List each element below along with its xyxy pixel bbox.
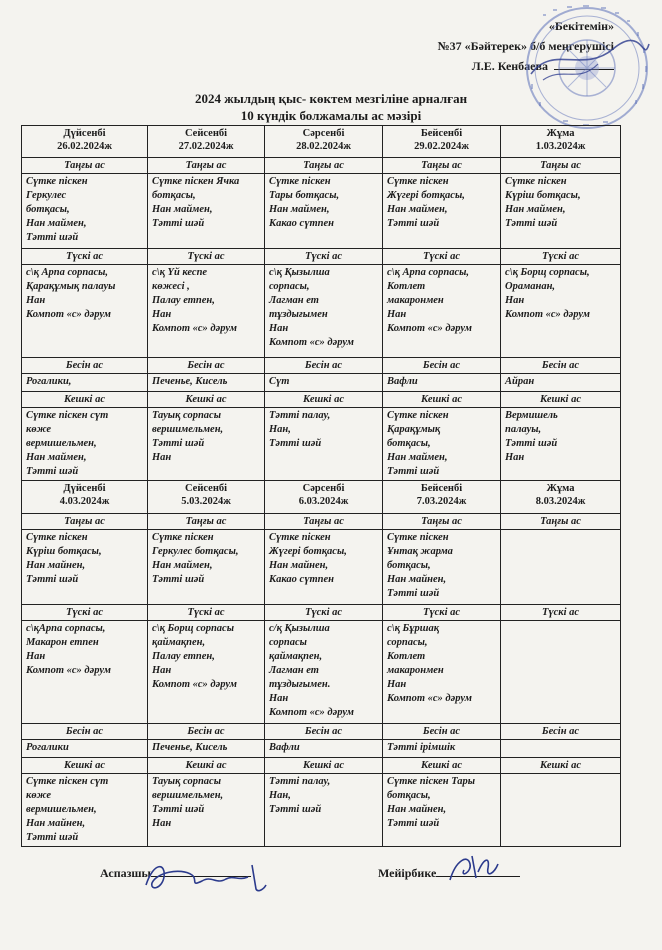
- lunch-label: Түскі ас: [148, 605, 265, 621]
- dinner-label: Кешкі ас: [148, 758, 265, 774]
- snack-dish: Печенье, Кисель: [148, 740, 265, 758]
- cook-label: Аспазшы: [100, 866, 151, 880]
- meal-label-row: [22, 249, 621, 265]
- snack-label: Бесін ас: [148, 358, 265, 374]
- dinner-label: Кешкі ас: [501, 758, 621, 774]
- snack-label: Бесін ас: [383, 358, 501, 374]
- snack-label: Бесін ас: [265, 724, 383, 740]
- lunch-label: Түскі ас: [265, 605, 383, 621]
- menu-table-week2: [21, 480, 621, 847]
- breakfast-label: Таңғы ас: [383, 514, 501, 530]
- breakfast-label: Таңғы ас: [148, 514, 265, 530]
- day-header: [148, 481, 265, 514]
- breakfast-label: Таңғы ас: [22, 514, 148, 530]
- day-name: Сейсенбі: [184, 128, 228, 139]
- day-header: [501, 481, 621, 514]
- lunch-label: Түскі ас: [265, 249, 383, 265]
- lunch-dish: с\қ Арпа сорпасы, Котлет макаронмен Нан Компот «с» дәрум: [383, 265, 501, 358]
- day-header: [501, 126, 621, 158]
- lunch-dish: с\қ Борщ сорпасы, Ораманан, Нан Компот «с» дәрум: [501, 265, 621, 358]
- lunch-label: Түскі ас: [22, 605, 148, 621]
- dinner-dish: Тәтті палау, Нан, Тәтті шәй: [265, 408, 383, 481]
- day-header: [148, 126, 265, 158]
- dinner-label: Кешкі ас: [501, 392, 621, 408]
- snack-label: Бесін ас: [22, 724, 148, 740]
- menu-table-week1: [21, 125, 621, 481]
- snack-row: [22, 740, 621, 758]
- lunch-dish: с\қ Қызылша сорпасы, Лагман ет тұздығымен Нан Компот «с» дәрум: [265, 265, 383, 358]
- dinner-dish: [501, 774, 621, 847]
- meal-label-row: [22, 605, 621, 621]
- day-header: [383, 126, 501, 158]
- lunch-dish: с\қ Бұршақ сорпасы, Котлет макаронмен Нан Компот «с» дәрум: [383, 621, 501, 724]
- day-header: [265, 126, 383, 158]
- meal-label-row: [22, 724, 621, 740]
- nurse-signature-icon: [446, 850, 502, 884]
- breakfast-dish: Сүтке піскен Жүгері ботқасы, Нан майнен, Какао сүтпен: [265, 530, 383, 605]
- day-name: Сейсенбі: [184, 483, 228, 494]
- meal-label-row: [22, 358, 621, 374]
- day-date: 7.03.2024ж: [416, 496, 467, 507]
- day-header: [22, 126, 148, 158]
- lunch-label: Түскі ас: [383, 605, 501, 621]
- dinner-dish: Тәтті палау, Нан, Тәтті шәй: [265, 774, 383, 847]
- day-date: 6.03.2024ж: [298, 496, 349, 507]
- lunch-dish: с/қ Қызылша сорпасы қаймақпен, Лагман ет тұздығымен. Нан Компот «с» дәрум: [265, 621, 383, 724]
- dinner-dish: Сүтке піскен сүт көже вермишельмен, Нан майнен, Тәтті шәй: [22, 774, 148, 847]
- day-header: [383, 481, 501, 514]
- meal-label-row: [22, 158, 621, 174]
- breakfast-dish: Сүтке піскен Геркулес ботқасы, Нан маймен, Тәтті шәй: [148, 530, 265, 605]
- dinner-dish: Вермишель палауы, Тәтті шәй Нан: [501, 408, 621, 481]
- snack-dish: [501, 740, 621, 758]
- day-header-row: [22, 126, 621, 158]
- dinner-dish: Сүтке піскен сүт көже вермишельмен, Нан маймен, Тәтті шәй: [22, 408, 148, 481]
- breakfast-label: Таңғы ас: [265, 158, 383, 174]
- dinner-label: Кешкі ас: [22, 392, 148, 408]
- meal-label-row: [22, 392, 621, 408]
- day-name: Жұма: [546, 483, 575, 494]
- lunch-label: Түскі ас: [383, 249, 501, 265]
- dinner-label: Кешкі ас: [265, 392, 383, 408]
- lunch-row: [22, 265, 621, 358]
- dinner-dish: Тауық сорпасы вершимельмен, Тәтті шәй Нан: [148, 408, 265, 481]
- day-date: 29.02.2024ж: [414, 141, 469, 152]
- breakfast-row: [22, 174, 621, 249]
- lunch-row: [22, 621, 621, 724]
- meal-label-row: [22, 514, 621, 530]
- snack-dish: Рогалики: [22, 740, 148, 758]
- dinner-row: [22, 408, 621, 481]
- breakfast-dish: Сүтке піскен Жүгері ботқасы, Нан маймен, Тәтті шәй: [383, 174, 501, 249]
- snack-label: Бесін ас: [22, 358, 148, 374]
- dinner-dish: Сүтке піскен Қарақұмық ботқасы, Нан маймен, Тәтті шәй: [383, 408, 501, 481]
- lunch-label: Түскі ас: [148, 249, 265, 265]
- day-name: Жұма: [546, 128, 575, 139]
- snack-label: Бесін ас: [383, 724, 501, 740]
- day-name: Бейсенбі: [420, 483, 463, 494]
- lunch-label: Түскі ас: [501, 605, 621, 621]
- dinner-dish: Сүтке піскен Тары ботқасы, Нан майнен, Тәтті шәй: [383, 774, 501, 847]
- day-header: [265, 481, 383, 514]
- meal-label-row: [22, 758, 621, 774]
- approval-heading: «Бекітемін»: [548, 19, 614, 33]
- breakfast-dish: Сүтке піскен Геркулес ботқасы, Нан маймен, Тәтті шәй: [22, 174, 148, 249]
- approval-name: Л.Е. Кенбаева: [471, 59, 548, 73]
- lunch-label: Түскі ас: [501, 249, 621, 265]
- breakfast-dish: [501, 530, 621, 605]
- snack-dish: Печенье, Кисель: [148, 374, 265, 392]
- dinner-label: Кешкі ас: [383, 758, 501, 774]
- breakfast-row: [22, 530, 621, 605]
- day-date: 4.03.2024ж: [59, 496, 110, 507]
- breakfast-dish: Сүтке піскен Күріш ботқасы, Нан маймен, Тәтті шәй: [501, 174, 621, 249]
- snack-row: [22, 374, 621, 392]
- nurse-label: Мейірбике: [378, 866, 437, 880]
- menu-subtitle: 10 күндік болжамалы ас мәзірі: [240, 108, 422, 123]
- breakfast-dish: Сүтке піскен Тары ботқасы, Нан маймен, Какао сүтпен: [265, 174, 383, 249]
- approval-position: №37 «Бәйтерек» б/б меңгерушісі: [437, 39, 614, 53]
- dinner-row: [22, 774, 621, 847]
- day-date: 5.03.2024ж: [181, 496, 231, 507]
- day-date: 27.02.2024ж: [178, 141, 234, 152]
- breakfast-label: Таңғы ас: [383, 158, 501, 174]
- snack-label: Бесін ас: [501, 724, 621, 740]
- snack-dish: Айран: [501, 374, 621, 392]
- day-name: Дүйсенбі: [63, 483, 106, 494]
- day-date: 26.02.2024ж: [57, 141, 112, 152]
- lunch-dish: с\қ Үй кеспе көжесі , Палау етпен, Нан Компот «с» дәрум: [148, 265, 265, 358]
- day-header: [22, 481, 148, 514]
- snack-dish: Вафли: [383, 374, 501, 392]
- snack-label: Бесін ас: [501, 358, 621, 374]
- breakfast-label: Таңғы ас: [501, 158, 621, 174]
- dinner-dish: Тауық сорпасы вершимельмен, Тәтті шәй Нан: [148, 774, 265, 847]
- snack-label: Бесін ас: [265, 358, 383, 374]
- breakfast-label: Таңғы ас: [22, 158, 148, 174]
- lunch-dish: с\қ Арпа сорпасы, Қарақұмық палауы Нан Компот «с» дәрум: [22, 265, 148, 358]
- lunch-label: Түскі ас: [22, 249, 148, 265]
- dinner-label: Кешкі ас: [148, 392, 265, 408]
- breakfast-label: Таңғы ас: [148, 158, 265, 174]
- breakfast-dish: Сүтке піскен Күріш ботқасы, Нан майнен, Тәтті шәй: [22, 530, 148, 605]
- day-name: Бейсенбі: [420, 128, 463, 139]
- lunch-dish: с\қАрпа сорпасы, Макарон етпен Нан Компот «с» дәрум: [22, 621, 148, 724]
- snack-dish: Вафли: [265, 740, 383, 758]
- breakfast-label: Таңғы ас: [501, 514, 621, 530]
- dinner-label: Кешкі ас: [383, 392, 501, 408]
- day-header-row: [22, 481, 621, 514]
- snack-label: Бесін ас: [148, 724, 265, 740]
- lunch-dish: с\қ Борщ сорпасы қаймақпен, Палау етпен, Нан Компот «с» дәрум: [148, 621, 265, 724]
- day-name: Дүйсенбі: [63, 128, 106, 139]
- cook-signature-icon: [140, 855, 270, 899]
- day-date: 1.03.2024ж: [535, 141, 586, 152]
- day-date: 8.03.2024ж: [535, 496, 586, 507]
- day-name: Сәрсенбі: [302, 483, 345, 494]
- dinner-label: Кешкі ас: [22, 758, 148, 774]
- menu-title: 2024 жылдың қыс- көктем мезгіліне арналған: [194, 91, 468, 106]
- breakfast-dish: Сүтке піскен Ұнтақ жарма ботқасы, Нан майнен, Тәтті шәй: [383, 530, 501, 605]
- breakfast-label: Таңғы ас: [265, 514, 383, 530]
- day-name: Сәрсенбі: [302, 128, 345, 139]
- snack-dish: Сүт: [265, 374, 383, 392]
- breakfast-dish: Сүтке піскен Ячка ботқасы, Нан маймен, Тәтті шәй: [148, 174, 265, 249]
- snack-dish: Рогалики,: [22, 374, 148, 392]
- snack-dish: Тәтті ірімшік: [383, 740, 501, 758]
- day-date: 28.02.2024ж: [296, 141, 351, 152]
- lunch-dish: [501, 621, 621, 724]
- dinner-label: Кешкі ас: [265, 758, 383, 774]
